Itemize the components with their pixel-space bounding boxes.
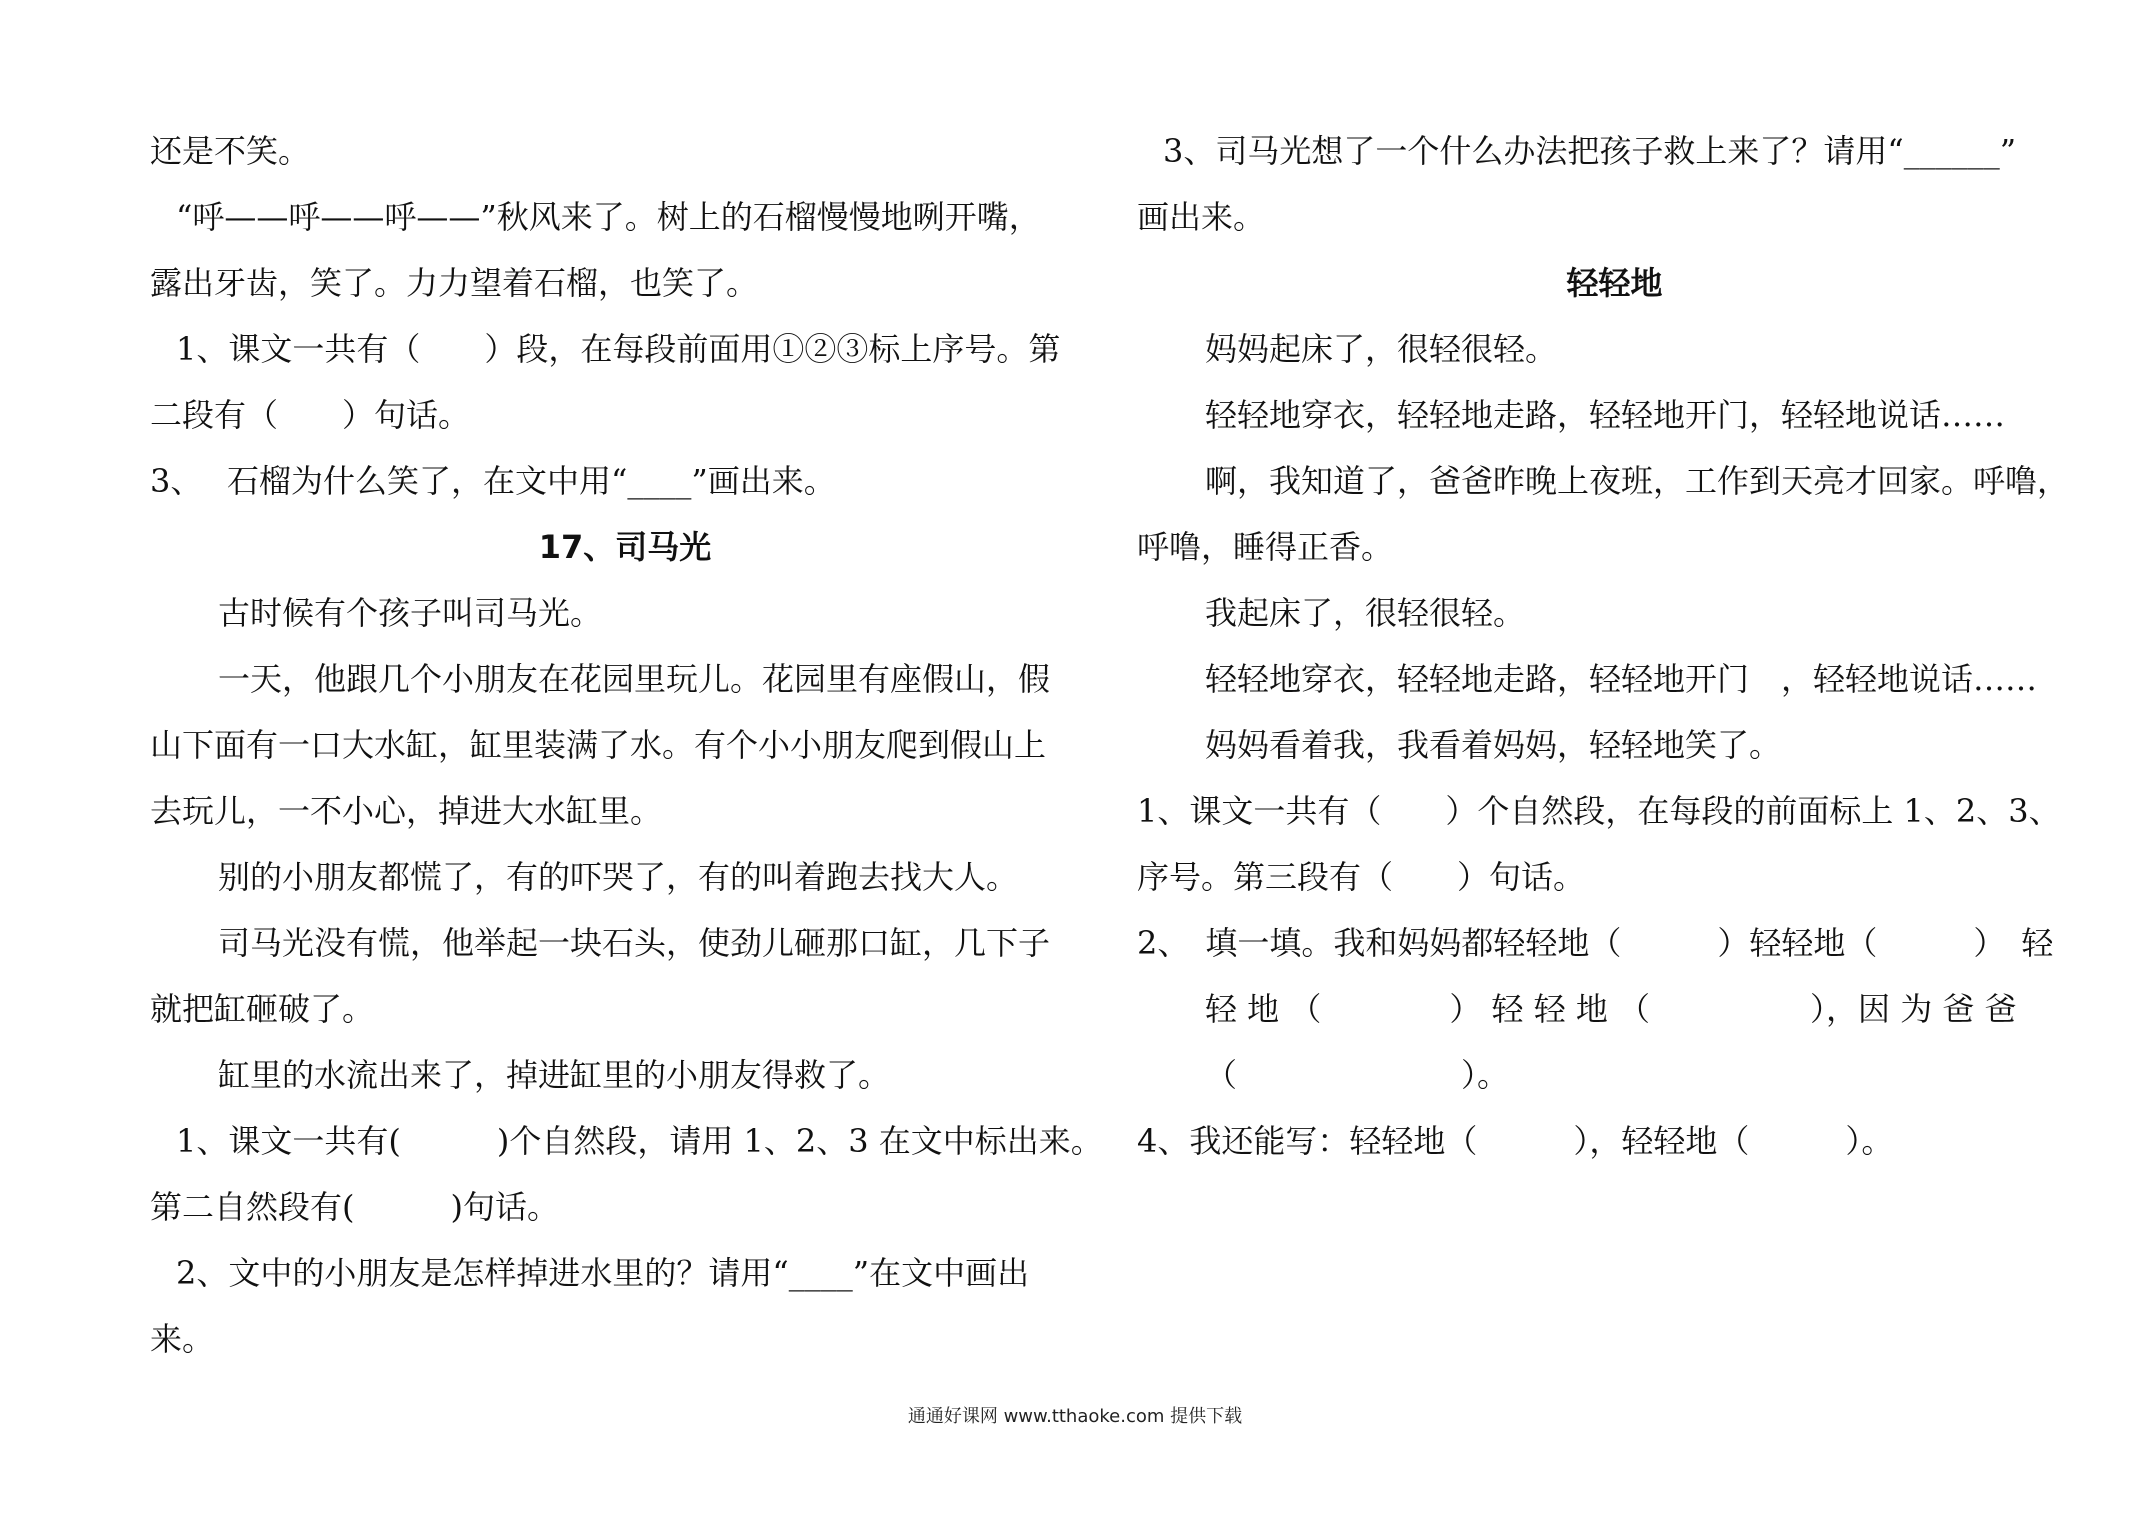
paragraph-line: 一天，他跟几个小朋友在花园里玩儿。花园里有座假山，假 [218,660,1051,698]
paragraph-line: 妈妈起床了，很轻很轻。 [1205,330,1558,368]
question-1-line: 1、课文一共有（ ）个自然段，在每段的前面标上 1、2、3、 [1137,792,2061,830]
paragraph-line: 妈妈看着我，我看着妈妈，轻轻地笑了。 [1205,726,1782,764]
question-1-line: 1、课文一共有( )个自然段，请用 1、2、3 在文中标出来。 [176,1122,1103,1160]
text-line: “呼——呼——呼——”秋风来了。树上的石榴慢慢地咧开嘴， [176,198,1041,236]
question-1-line: 序号。第三段有（ ）句话。 [1137,858,1586,896]
paragraph-line: 轻轻地穿衣，轻轻地走路，轻轻地开门 ，轻轻地说话…… [1205,660,2038,698]
question-3-line: 3、司马光想了一个什么办法把孩子救上来了？请用“______” [1163,132,2017,170]
right-column [1137,118,2092,1174]
question-3-line [150,448,1100,514]
paragraph-line: 司马光没有慌，他举起一块石头，使劲儿砸那口缸，几下子 [218,924,1051,962]
question-1-line: 第二自然段有( )句话。 [150,1188,559,1226]
question-text: 石榴为什么笑了，在文中用“____”画出来。 [227,462,836,500]
paragraph-line: 啊，我知道了，爸爸昨晚上夜班，工作到天亮才回家。呼噜， [1205,462,2070,500]
lesson-title: 17、司马光 [538,528,712,566]
question-1-line: 二段有（ ）句话。 [150,396,471,434]
question-1-line: 1、课文一共有（ ）段，在每段前面用①②③标上序号。第 [176,330,1061,368]
question-number: 3、 [150,462,203,500]
question-2-line: 2、文中的小朋友是怎样掉进水里的？请用“____”在文中画出 [176,1254,1030,1292]
paragraph-line: 古时候有个孩子叫司马光。 [218,594,603,632]
paragraph-line: 我起床了，很轻很轻。 [1205,594,1526,632]
question-2-line: 轻 地 （ ） 轻 轻 地 （ ），因 为 爸 爸 [1205,990,2017,1028]
question-2-line: 来。 [150,1320,215,1358]
question-3-line: 画出来。 [1137,198,1266,236]
question-2-line: （ ）。 [1205,1056,1510,1094]
left-column [150,118,1103,1372]
paragraph-line: 就把缸砸破了。 [150,990,375,1028]
lesson-title: 轻轻地 [1566,264,1663,302]
text-line: 还是不笑。 [150,132,311,170]
text-line: 露出牙齿，笑了。力力望着石榴，也笑了。 [150,264,759,302]
question-4-line: 4、我还能写：轻轻地（ ），轻轻地（ ）。 [1137,1122,1894,1160]
footer-credit: 通通好课网 www.tthaoke.com 提供下载 [907,1406,1243,1427]
paragraph-line: 山下面有一口大水缸，缸里装满了水。有个小小朋友爬到假山上 [150,726,1047,764]
paragraph-line: 轻轻地穿衣，轻轻地走路，轻轻地开门，轻轻地说话…… [1205,396,2006,434]
paragraph-line: 缸里的水流出来了，掉进缸里的小朋友得救了。 [218,1056,891,1094]
paragraph-line: 别的小朋友都慌了，有的吓哭了，有的叫着跑去找大人。 [218,858,1019,896]
question-2-line: 2、 填一填。我和妈妈都轻轻地（ ）轻轻地（ ） 轻 [1137,924,2054,962]
paragraph-line: 呼噜，睡得正香。 [1137,528,1394,566]
paragraph-line: 去玩儿，一不小心，掉进大水缸里。 [150,792,663,830]
